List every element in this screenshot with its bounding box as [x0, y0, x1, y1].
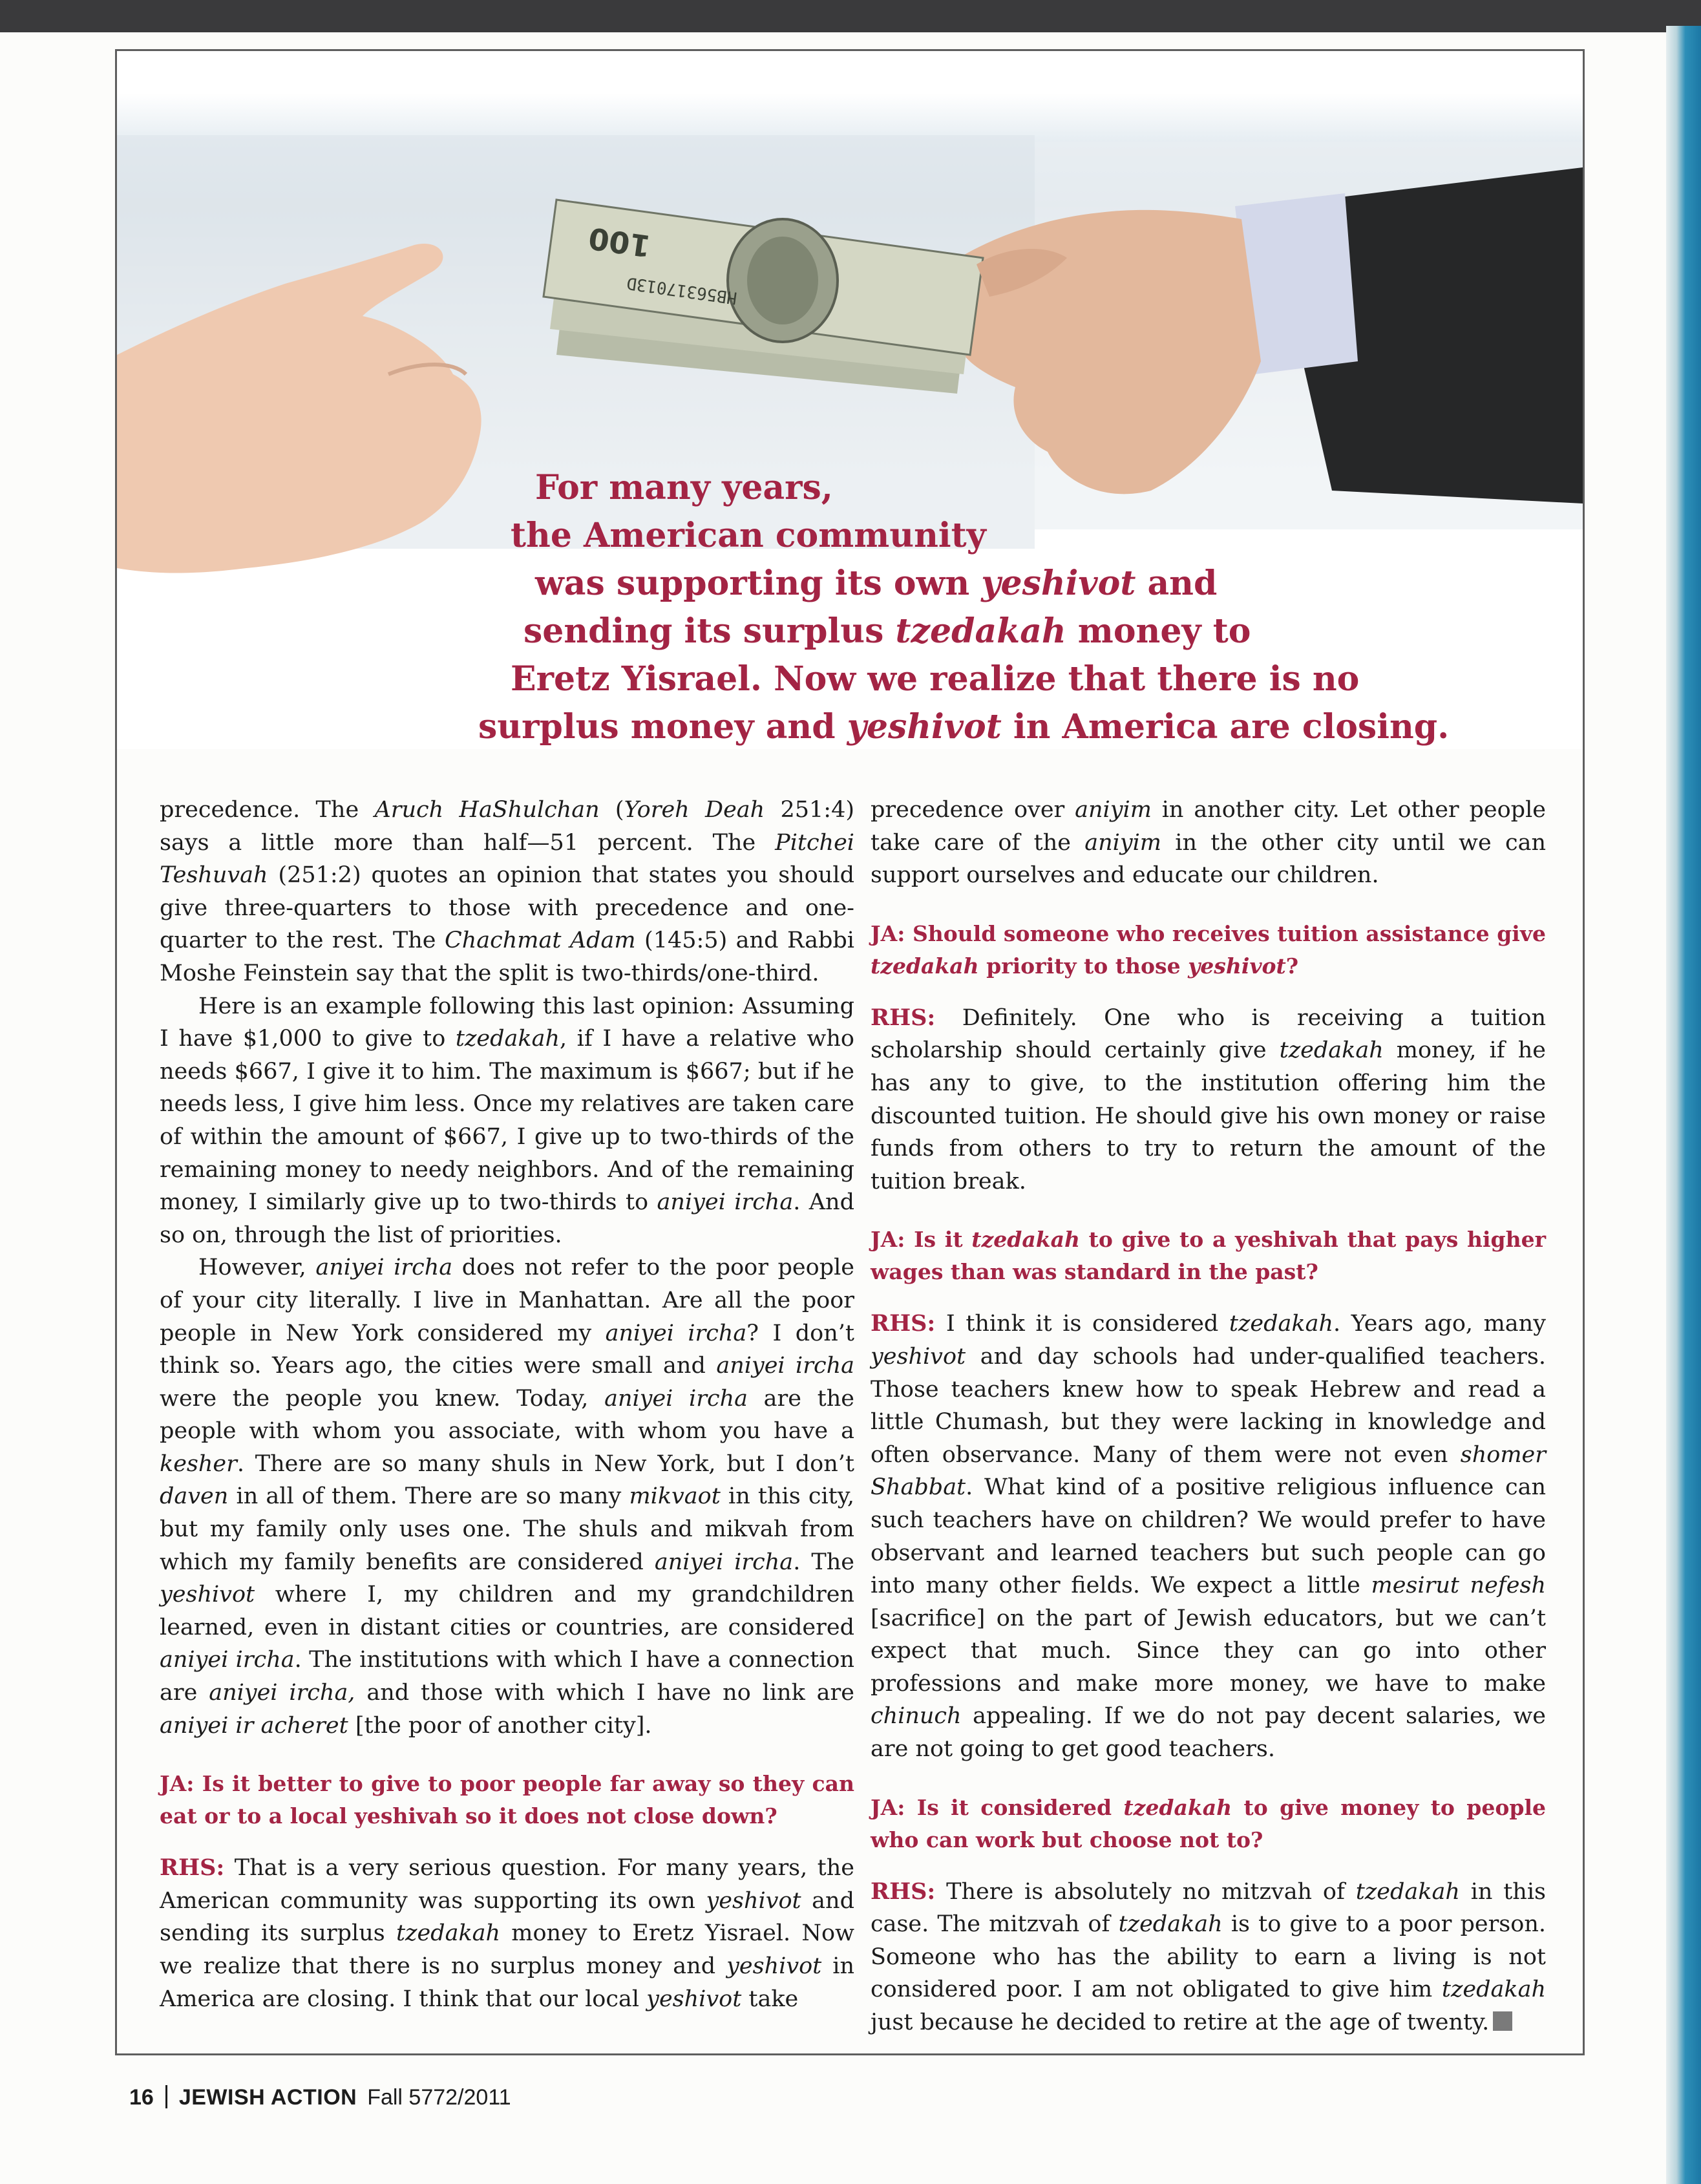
italic-text: Chachmat Adam — [444, 928, 636, 954]
text-run: ( — [599, 797, 624, 823]
text-run: money to — [1066, 611, 1251, 651]
end-mark — [1493, 2011, 1512, 2031]
footer-divider — [165, 2085, 167, 2108]
italic-text: tzedakah — [1118, 1911, 1223, 1938]
text-run: and those with which I have no link are — [355, 1680, 854, 1706]
italic-text: yeshivot — [847, 707, 1002, 747]
pull-quote-line — [535, 464, 1525, 512]
text-run: . The institutions with which I have a connection are — [160, 1647, 854, 1706]
text-run: . The — [793, 1549, 854, 1575]
text-run: priority to those — [978, 953, 1189, 979]
italic-text: aniyei ircha — [605, 1320, 747, 1346]
pull-quote — [478, 464, 1525, 751]
pull-quote-line — [511, 655, 1525, 703]
italic-text: yeshivot — [871, 1343, 966, 1370]
text-run: (251:2) quotes an opinion that states you should give three-quarters to those with precedence and one-quarter to the rest. The — [160, 862, 854, 954]
text-run: in this city, but my family only uses one. The shuls and mikvah from which my family benefits are considered — [160, 1483, 854, 1575]
interview-question — [871, 1792, 1546, 1856]
text-run: [the poor of another city]. — [348, 1712, 652, 1739]
text-run: in all of them. There are so many — [228, 1483, 629, 1510]
interview-question — [871, 1224, 1546, 1288]
issue-label: Fall 5772/2011 — [367, 2085, 511, 2110]
italic-text: aniyei ircha — [604, 1385, 748, 1412]
text-run: and day schools had under-qualified teachers. Those teachers knew how to speak Hebrew and read a little Chumash, but they were lacking in knowledge and often observance. Many of them were not even — [871, 1343, 1546, 1468]
text-run: and sending its surplus — [160, 1887, 854, 1947]
spacer — [871, 892, 1546, 918]
text-run: just because he decided to retire at the age of twenty. — [871, 2009, 1490, 2036]
text-run: take — [741, 1986, 799, 2012]
italic-text: tzedakah — [1229, 1311, 1333, 1337]
text-run: 251:4) says a little more than half—51 percent. The — [160, 797, 854, 856]
italic-text: tzedakah — [396, 1920, 501, 1947]
italic-text: aniyim — [1075, 797, 1152, 823]
text-run: in the other city until we can support ourselves and educate our children. — [871, 829, 1546, 889]
italic-text: yeshivot — [646, 1986, 742, 2012]
italic-text: tzedakah — [1355, 1878, 1460, 1905]
italic-text: tzedakah — [455, 1026, 560, 1052]
interview-answer — [871, 1876, 1546, 2039]
text-run: . What kind of a positive religious influence can such teachers have on children? We would prefer to have observant and learned teachers but such people can go into many other fields. We expect a little — [871, 1474, 1546, 1599]
text-run: [sacrifice] on the part of Jewish educators, but we can’t expect that much. Since they can go into other professions and make more money, we have to make — [871, 1605, 1546, 1697]
text-run: There is absolutely no mitzvah of — [935, 1878, 1356, 1905]
italic-text: tzedakah — [895, 611, 1066, 651]
italic-text: tzedakah — [1123, 1794, 1232, 1820]
text-run: appealing. If we do not pay decent salaries, we are not going to get good teachers. — [871, 1703, 1546, 1763]
text-run: ? — [1285, 953, 1299, 979]
italic-text: Yoreh Deah — [624, 797, 765, 823]
text-run: is to give to a poor person. Someone who has the ability to earn a living is not considered poor. I am not obligated to give him — [871, 1911, 1546, 2003]
italic-text: yeshivot — [706, 1887, 801, 1914]
text-run: and — [1136, 564, 1218, 603]
pull-quote-line — [478, 703, 1525, 751]
italic-text: aniyei ircha — [160, 1647, 295, 1673]
magazine-name: JEWISH ACTION — [178, 2085, 357, 2110]
text-run: does not refer to the poor people of your city literally. I live in Manhattan. Are all the poor people in New York considered my — [160, 1255, 855, 1346]
text-run: surplus money and — [478, 707, 847, 747]
italic-text: aniyim — [1084, 829, 1161, 856]
text-run: money to Eretz Yisrael. Now we realize that there is no surplus money and — [160, 1920, 854, 1979]
speaker-label: RHS: — [871, 1310, 936, 1337]
text-run: where I, my children and my grandchildren learned, even in distant cities or countries, are considered — [160, 1582, 854, 1640]
body-paragraph — [160, 1251, 854, 1742]
italic-text: chinuch — [871, 1703, 962, 1730]
banknote-denomination: 100 — [586, 220, 653, 264]
right-column — [871, 794, 1546, 2039]
pull-quote-line — [535, 560, 1525, 608]
italic-text: aniyei ircha, — [209, 1680, 355, 1706]
spacer — [871, 982, 1546, 1002]
italic-text: aniyei ircha — [716, 1353, 854, 1379]
speaker-label: RHS: — [871, 1878, 936, 1905]
text-run: JA: Is it better to give to poor people far away so they can eat or to a local yeshivah so it does not close down? — [160, 1771, 854, 1829]
text-run: However, — [198, 1255, 316, 1281]
text-run: For many years, — [535, 468, 833, 507]
italic-text: aniyei ircha — [315, 1255, 453, 1281]
interview-answer — [160, 1852, 854, 2015]
text-run: to give to a yeshivah that pays higher wages than was standard in the past? — [871, 1227, 1546, 1285]
text-run: JA: Is it considered — [871, 1794, 1124, 1820]
interview-answer — [871, 1308, 1546, 1765]
text-run: . There are so many shuls in New York, but I don’t — [237, 1450, 854, 1477]
italic-text: aniyei ircha — [654, 1549, 794, 1575]
spacer — [871, 1856, 1546, 1876]
text-run: in this case. The mitzvah of — [871, 1878, 1547, 1938]
page-number: 16 — [129, 2085, 154, 2110]
italic-text: mesirut nefesh — [1371, 1573, 1546, 1599]
body-paragraph — [160, 794, 854, 990]
italic-text: kesher — [160, 1450, 237, 1477]
speaker-label: RHS: — [871, 1004, 936, 1031]
text-run: . Years ago, many — [1333, 1311, 1546, 1337]
body-paragraph — [160, 990, 854, 1252]
spacer — [871, 1288, 1546, 1308]
text-run: money, if he has any to give, to the institution offering him the discounted tuition. He should give his own money or raise funds from others to try to return the amount of the tuition break. — [871, 1037, 1546, 1194]
text-run: in America are closing. I think that our local — [160, 1953, 854, 2012]
italic-text: shomer Shabbat — [871, 1441, 1546, 1501]
text-run: precedence over — [871, 797, 1075, 823]
magazine-spine — [1666, 26, 1701, 2184]
text-run: , if I have a relative who needs $667, I give it to him. The maximum is $667; but if he needs less, I give him less. Once my relatives are taken care of within the amount of $667, I give up to two-thirds of the remaining money to needy neighbors. And of the remaining money, I similarly give up to two-thirds to — [160, 1026, 854, 1216]
text-run: precedence. The — [160, 797, 375, 823]
italic-text: Aruch HaShulchan — [374, 797, 600, 823]
spacer — [871, 1198, 1546, 1224]
banknote-serial: HB56317013D — [625, 273, 739, 308]
page-footer — [129, 2085, 511, 2110]
text-run: That is a very serious question. For many years, the American community was supporting its own — [160, 1855, 854, 1914]
text-run: was supporting its own — [535, 564, 982, 603]
italic-text: tzedakah — [1279, 1037, 1384, 1064]
text-run: sending its surplus — [523, 611, 896, 651]
text-run: to give money to people who can work but choose not to? — [871, 1794, 1546, 1852]
spacer — [160, 1832, 854, 1852]
text-run: I think it is considered — [935, 1311, 1229, 1337]
body-paragraph — [871, 794, 1546, 892]
italic-text: tzedakah — [1441, 1977, 1546, 2003]
italic-text: mikvaot — [629, 1483, 721, 1510]
text-run: in America are closing. — [1001, 707, 1450, 747]
text-run: are the people with whom you associate, with whom you have a — [160, 1385, 854, 1445]
italic-text: aniyei ir acheret — [160, 1712, 348, 1739]
text-run: were the people you knew. Today, — [160, 1385, 605, 1412]
italic-text: tzedakah — [971, 1227, 1080, 1253]
text-run: Eretz Yisrael. Now we realize that there is no — [511, 659, 1360, 699]
text-run: Definitely. One who is receiving a tuition scholarship should certainly give — [871, 1004, 1546, 1064]
left-column — [160, 794, 854, 2015]
italic-text: yeshivot — [1188, 953, 1286, 979]
spacer — [160, 1742, 854, 1768]
italic-text: yeshivot — [160, 1582, 255, 1608]
text-run: . And so on, through the list of priorities. — [160, 1189, 855, 1248]
interview-question — [871, 918, 1546, 982]
italic-text: Pitchei Teshuvah — [160, 829, 854, 889]
text-run: (145:5) and Rabbi Moshe Feinstein say that the split is two-thirds/one-third. — [160, 928, 854, 986]
text-run: Here is an example following this last opinion: Assuming I have $1,000 to give to — [160, 993, 854, 1052]
pull-quote-line — [511, 512, 1525, 560]
italic-text: yeshivot — [981, 564, 1136, 603]
text-run: ? I don’t think so. Years ago, the cities were small and — [160, 1320, 854, 1379]
speaker-label: RHS: — [160, 1854, 225, 1882]
text-run: the American community — [511, 516, 986, 555]
text-run: in another city. Let other people take care of the — [871, 797, 1546, 856]
interview-question — [160, 1768, 854, 1832]
italic-text: yeshivot — [726, 1953, 822, 1979]
pull-quote-line — [523, 608, 1525, 655]
italic-text: daven — [160, 1483, 229, 1510]
italic-text: tzedakah — [871, 953, 979, 979]
text-run: JA: Is it — [871, 1227, 972, 1253]
italic-text: aniyei ircha — [657, 1189, 794, 1216]
text-run: JA: Should someone who receives tuition assistance give — [871, 920, 1546, 946]
interview-answer — [871, 1002, 1546, 1198]
spacer — [871, 1766, 1546, 1792]
